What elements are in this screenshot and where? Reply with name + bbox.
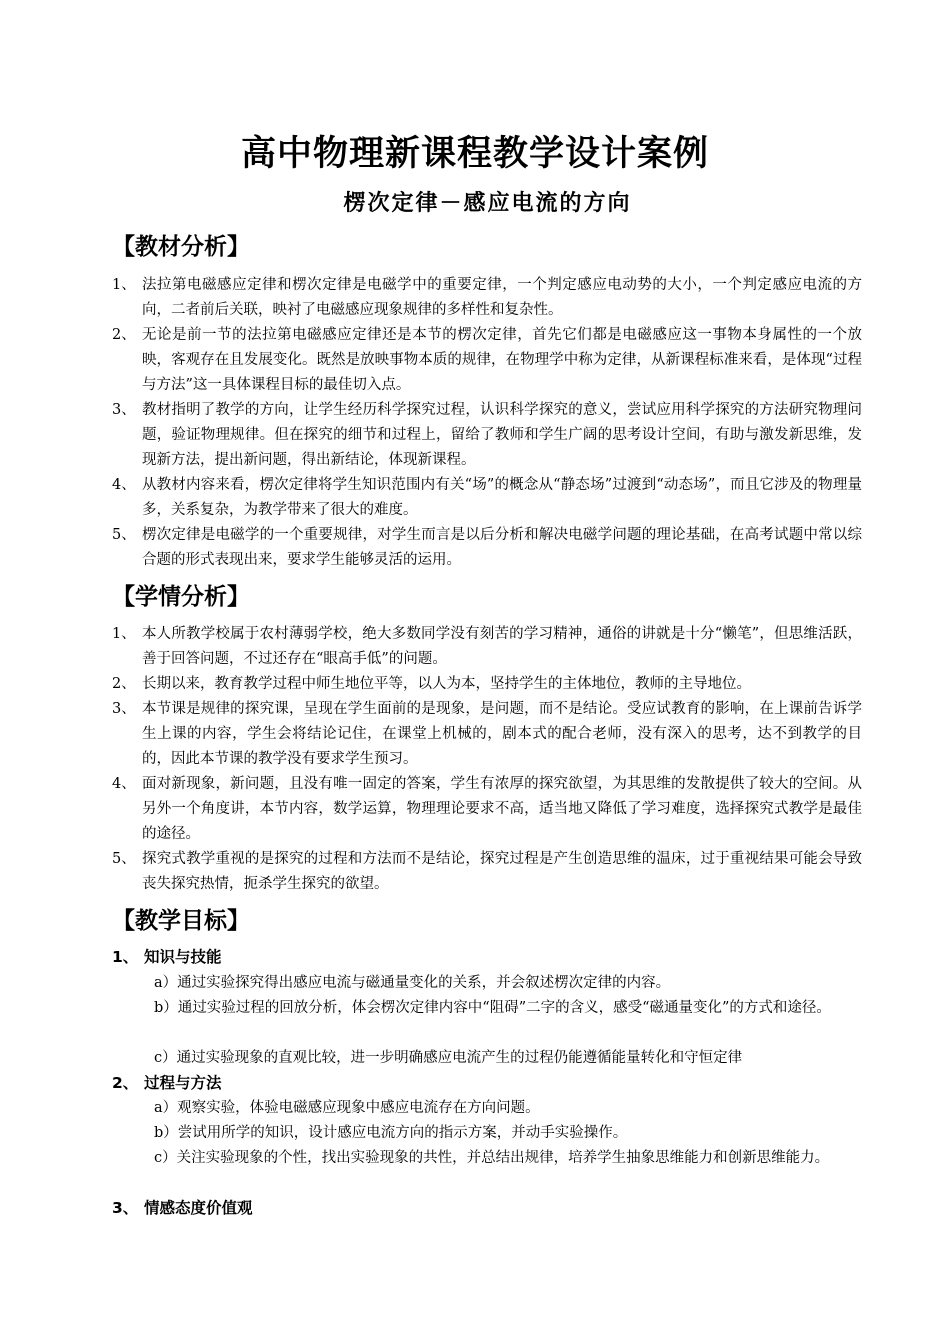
list-item: [112, 847, 862, 897]
list-item: [112, 323, 862, 398]
list-item: [112, 398, 862, 473]
list-item-number: 5、: [112, 851, 136, 867]
goal-knowledge-heading: [112, 945, 222, 970]
list-item-text: 本节课是规律的探究课，呈现在学生面前的是现象，是问题，而不是结论。受应试教育的影响，在上课前告诉学生上课的内容，学生会将结论记住，在课堂上机械的，剧本式的配合老师，没有深入的思考，达不到教学的目的，因此本节课的教学没有要求学生预习。: [142, 701, 862, 767]
list-item-text: 面对新现象，新问题，且没有唯一固定的答案，学生有浓厚的探究欲望，为其思维的发散提供了较大的空间。从另外一个角度讲，本节内容，数学运算，物理理论要求不高，适当地又降低了学习难度，选择探究式教学是最佳的途径。: [142, 776, 862, 842]
goal-number: 2、: [112, 1074, 139, 1092]
list-item: [112, 697, 862, 772]
list-item: [112, 622, 862, 672]
list-item: [112, 772, 862, 847]
section-heading-teaching-goals: 【教学目标】: [112, 908, 250, 934]
goal-number: 1、: [112, 948, 139, 966]
list-item-number: 3、: [112, 402, 136, 418]
list-item-number: 1、: [112, 277, 136, 293]
goal-point: b）通过实验过程的回放分析，体会楞次定律内容中“阻碍”二字的含义，感受“磁通量变化”的方式和途径。: [154, 1000, 831, 1016]
list-item-number: 4、: [112, 776, 136, 792]
goal-number: 3、: [112, 1199, 139, 1217]
goal-process-heading: [112, 1071, 222, 1096]
list-item-number: 4、: [112, 477, 136, 493]
list-item: [112, 523, 862, 573]
section-heading-learner-analysis: 【学情分析】: [112, 584, 250, 610]
list-item-number: 2、: [112, 327, 136, 343]
section-heading-textbook-analysis: 【教材分析】: [112, 234, 250, 260]
goal-point: c）关注实验现象的个性，找出实验现象的共性，并总结出规律，培养学生抽象思维能力和创新思维能力。: [154, 1150, 830, 1166]
list-item-number: 1、: [112, 626, 136, 642]
list-item-text: 无论是前一节的法拉第电磁感应定律还是本节的楞次定律，首先它们都是电磁感应这一事物本身属性的一个放映，客观存在且发展变化。既然是放映事物本质的规律，在物理学中称为定律，从新课程标准来看，是体现“过程与方法”这一具体课程目标的最佳切入点。: [142, 327, 862, 393]
learner-analysis-list: [112, 622, 862, 897]
list-item-text: 探究式教学重视的是探究的过程和方法而不是结论，探究过程是产生创造思维的温床，过于重视结果可能会导致丧失探究热情，扼杀学生探究的欲望。: [142, 851, 862, 892]
goal-attitude-heading: [112, 1196, 253, 1221]
goal-label: 过程与方法: [144, 1074, 222, 1092]
document-title: 高中物理新课程教学设计案例: [240, 134, 709, 174]
list-item-text: 楞次定律是电磁学的一个重要规律，对学生而言是以后分析和解决电磁学问题的理论基础，在高考试题中常以综合题的形式表现出来，要求学生能够灵活的运用。: [142, 527, 862, 568]
document-subtitle: 楞次定律－感应电流的方向: [343, 190, 632, 216]
goal-point: c）通过实验现象的直观比较，进一步明确感应电流产生的过程仍能遵循能量转化和守恒定律: [154, 1050, 743, 1066]
list-item-number: 5、: [112, 527, 136, 543]
goal-point: a）观察实验，体验电磁感应现象中感应电流存在方向问题。: [154, 1100, 540, 1116]
goal-label: 知识与技能: [144, 948, 222, 966]
list-item: [112, 473, 862, 523]
list-item: [112, 273, 862, 323]
goal-point: a）通过实验探究得出感应电流与磁通量变化的关系，并会叙述楞次定律的内容。: [154, 975, 671, 991]
list-item-text: 法拉第电磁感应定律和楞次定律是电磁学中的重要定律，一个判定感应电动势的大小，一个判定感应电流的方向，二者前后关联，映衬了电磁感应现象规律的多样性和复杂性。: [142, 277, 862, 318]
list-item-number: 3、: [112, 701, 136, 717]
list-item-text: 本人所教学校属于农村薄弱学校，绝大多数同学没有刻苦的学习精神，通俗的讲就是十分“懒笔”，但思维活跃，善于回答问题，不过还存在“眼高手低”的问题。: [142, 626, 862, 667]
list-item-number: 2、: [112, 676, 136, 692]
list-item-text: 从教材内容来看，楞次定律将学生知识范围内有关“场”的概念从“静态场”过渡到“动态场”，而且它涉及的物理量多，关系复杂，为教学带来了很大的难度。: [142, 477, 862, 518]
goal-point: b）尝试用所学的知识，设计感应电流方向的指示方案，并动手实验操作。: [154, 1125, 628, 1141]
list-item-text: 教材指明了教学的方向，让学生经历科学探究过程，认识科学探究的意义，尝试应用科学探究的方法研究物理问题，验证物理规律。但在探究的细节和过程上，留给了教师和学生广阔的思考设计空间，有助与激发新思维，发现新方法，提出新问题，得出新结论，体现新课程。: [142, 402, 862, 468]
list-item-text: 长期以来，教育教学过程中师生地位平等，以人为本，坚持学生的主体地位，教师的主导地位。: [142, 676, 751, 692]
goal-label: 情感态度价值观: [144, 1199, 253, 1217]
textbook-analysis-list: [112, 273, 862, 573]
list-item: [112, 672, 862, 697]
